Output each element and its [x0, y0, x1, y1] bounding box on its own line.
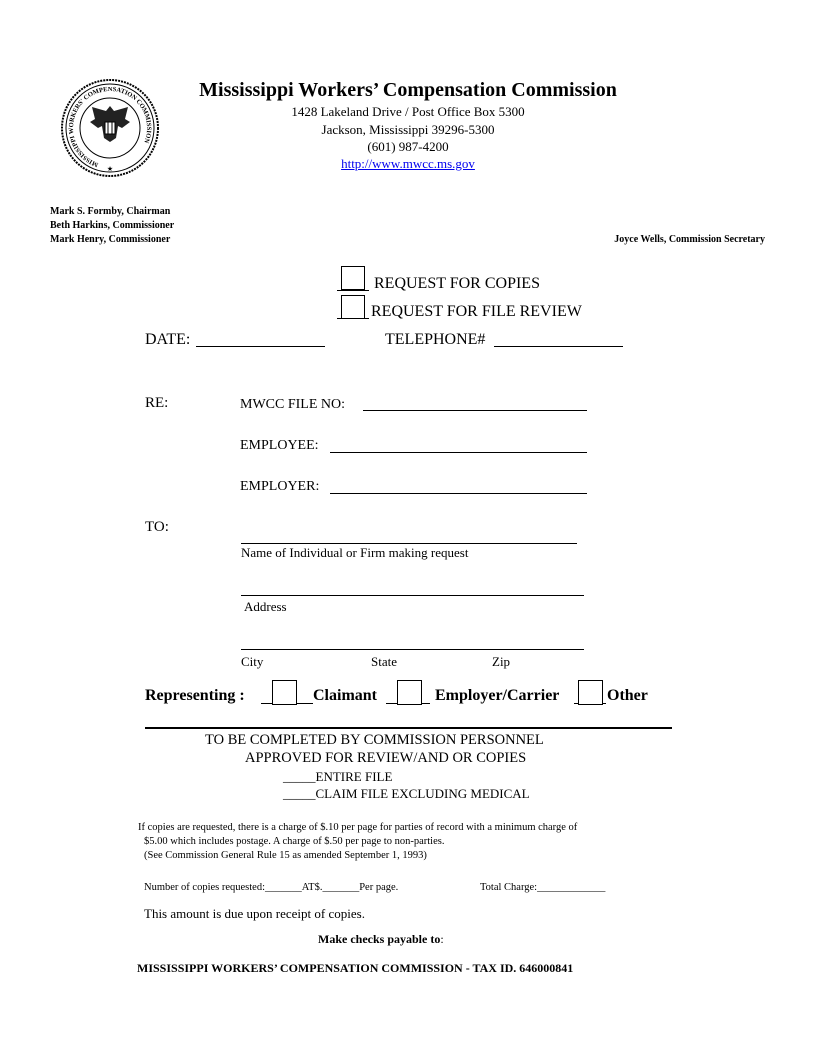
address-caption: Address: [244, 599, 287, 614]
address-line-2: Jackson, Mississippi 39296-5300: [321, 122, 495, 137]
commission-secretary: Joyce Wells, Commission Secretary: [614, 234, 765, 245]
request-file-review-checkbox[interactable]: [341, 295, 365, 319]
section-divider: [145, 727, 672, 729]
request-copies-checkbox[interactable]: [341, 266, 365, 290]
other-checkbox[interactable]: [578, 680, 603, 705]
seal-icon: [60, 78, 160, 178]
state-caption: State: [371, 654, 397, 669]
website-link[interactable]: http://www.mwcc.ms.gov: [341, 156, 475, 171]
to-label: TO:: [145, 519, 169, 535]
telephone-field[interactable]: [494, 346, 623, 347]
employer-field[interactable]: [330, 493, 587, 494]
telephone-label: TELEPHONE#: [385, 331, 486, 348]
commissioner: Beth Harkins, Commissioner: [50, 220, 175, 231]
address-field[interactable]: [241, 595, 584, 596]
rule-reference: (See Commission General Rule 15 as amended September 1, 1993): [144, 850, 427, 861]
date-field[interactable]: [196, 346, 325, 347]
file-no-label: MWCC FILE NO:: [240, 397, 345, 412]
employer-carrier-checkbox[interactable]: [397, 680, 422, 705]
personnel-heading: TO BE COMPLETED BY COMMISSION PERSONNEL: [205, 732, 544, 748]
request-copies-label: REQUEST FOR COPIES: [374, 275, 540, 292]
date-label: DATE:: [145, 331, 191, 348]
svg-text:★: ★: [106, 165, 114, 173]
claimant-label: Claimant: [313, 687, 377, 704]
employee-field[interactable]: [330, 452, 587, 453]
other-label: Other: [607, 687, 648, 704]
employer-carrier-label: Employer/Carrier: [435, 687, 560, 704]
re-label: RE:: [145, 395, 169, 411]
zip-caption: Zip: [492, 654, 511, 669]
total-charge-line[interactable]: Total Charge:_____________: [480, 882, 606, 893]
entire-file-option[interactable]: _____ENTIRE FILE: [283, 769, 393, 784]
requester-name-field[interactable]: [241, 543, 577, 544]
charges-text: If copies are requested, there is a charge of $.10 per page for parties of record with a minimum charge of: [138, 822, 578, 833]
payee-name: MISSISSIPPI WORKERS’ COMPENSATION COMMISSION - TAX ID. 646000841: [137, 961, 574, 975]
claimant-checkbox[interactable]: [272, 680, 297, 705]
commission-seal: [60, 78, 160, 178]
due-notice: This amount is due upon receipt of copies.: [144, 906, 365, 921]
city-caption: City: [241, 654, 264, 669]
requester-name-caption: Name of Individual or Firm making request: [241, 545, 469, 560]
city-state-zip-field[interactable]: [241, 649, 584, 650]
commissioner: Mark Henry, Commissioner: [50, 234, 171, 245]
phone-number: (601) 987-4200: [367, 139, 449, 154]
copies-count-line[interactable]: Number of copies requested:_______AT$._______Per page.: [144, 882, 399, 893]
charges-text: $5.00 which includes postage. A charge of $.50 per page to non-parties.: [144, 836, 445, 847]
address-line-1: 1428 Lakeland Drive / Post Office Box 5300: [291, 104, 525, 119]
claim-file-option[interactable]: _____CLAIM FILE EXCLUDING MEDICAL: [283, 786, 530, 801]
chairman: Mark S. Formby, Chairman: [50, 206, 171, 217]
file-no-field[interactable]: [363, 410, 587, 411]
page-title: Mississippi Workers’ Compensation Commission: [199, 79, 617, 101]
svg-text:MISSISSIPPI WORKERS' COMPENSAT: MISSISSIPPI WORKERS' COMPENSATION COMMISSION: [67, 85, 153, 168]
employer-label: EMPLOYER:: [240, 479, 320, 494]
approved-label: APPROVED FOR REVIEW/AND OR COPIES: [245, 750, 527, 766]
payable-label: Make checks payable to:: [318, 932, 444, 946]
representing-label: Representing :: [145, 687, 245, 704]
employee-label: EMPLOYEE:: [240, 438, 319, 453]
request-file-review-label: REQUEST FOR FILE REVIEW: [371, 303, 582, 320]
